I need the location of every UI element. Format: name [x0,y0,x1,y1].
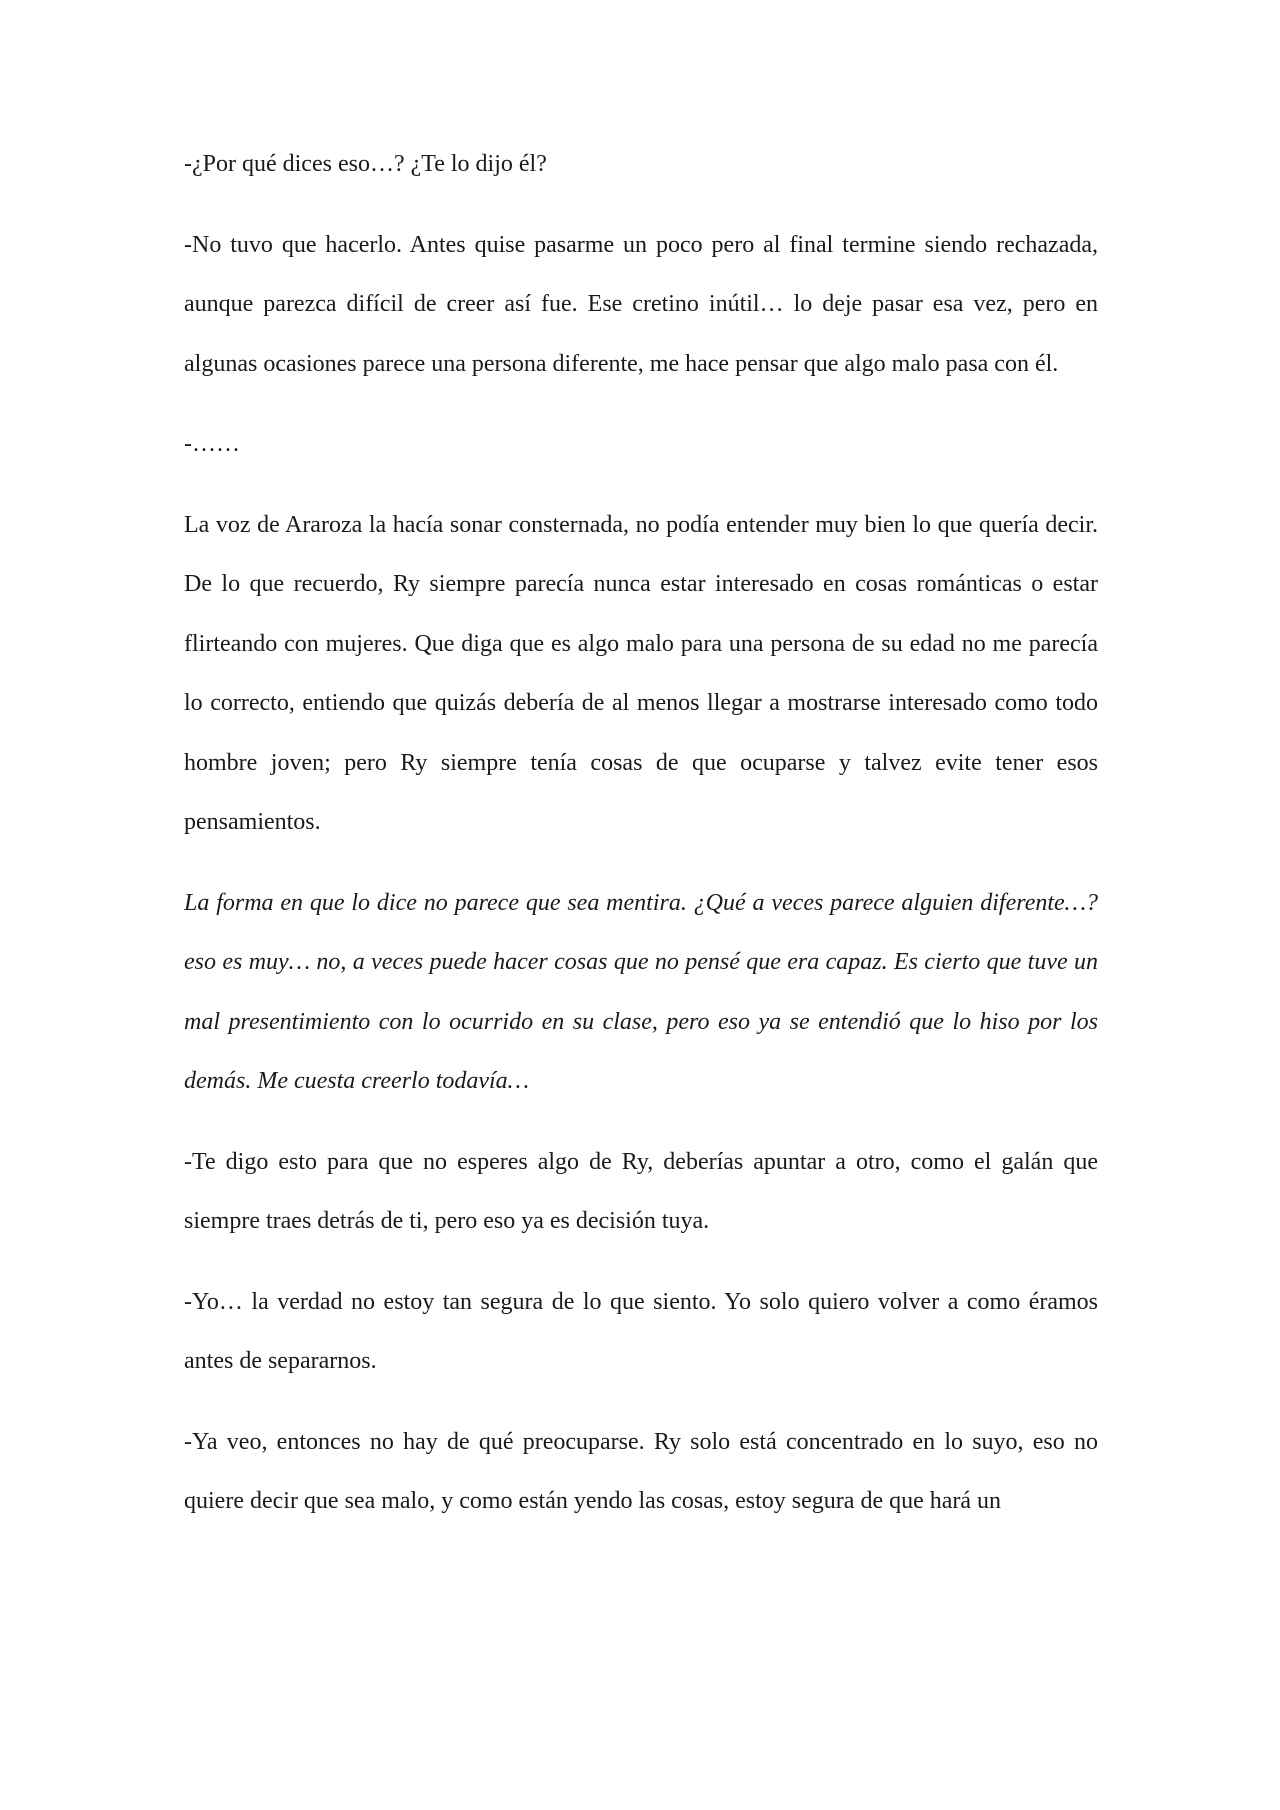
paragraph-2: -No tuvo que hacerlo. Antes quise pasarme un poco pero al final termine siendo rechazada, aunque parezca difícil de creer así fue. Ese cretino inútil… lo deje pasar esa vez, pero en algunas ocasiones parece una persona diferente, me hace pensar que algo malo pasa con él. [184,231,1098,377]
paragraph-7: -Yo… la verdad no estoy tan segura de lo que siento. Yo solo quiero volver a como éramos antes de separarnos. [184,1288,1098,1374]
paragraph-1: -¿Por qué dices eso…? ¿Te lo dijo él? [184,151,547,177]
paragraph-3: -…… [184,431,240,457]
paragraph-5-italic: La forma en que lo dice no parece que sea mentira. ¿Qué a veces parece alguien diferente…? eso es muy… no, a veces puede hacer cosas que no pensé que era capaz. Es cierto que tuve un mal presentimiento con lo ocurrido en su clase, pero eso ya se entendió que lo hiso por los demás. Me cuesta creerlo todavía… [184,889,1098,1094]
paragraph-8: -Ya veo, entonces no hay de qué preocuparse. Ry solo está concentrado en lo suyo, eso no quiere decir que sea malo, y como están yendo las cosas, estoy segura de que hará un [184,1428,1098,1514]
paragraph-4: La voz de Araroza la hacía sonar consternada, no podía entender muy bien lo que quería decir. De lo que recuerdo, Ry siempre parecía nunca estar interesado en cosas románticas o estar flirteando con mujeres. Que diga que es algo malo para una persona de su edad no me parecía lo correcto, entiendo que quizás debería de al menos llegar a mostrarse interesado como todo hombre joven; pero Ry siempre tenía cosas de que ocuparse y talvez evite tener esos pensamientos. [184,511,1098,835]
paragraph-6: -Te digo esto para que no esperes algo de Ry, deberías apuntar a otro, como el galán que siempre traes detrás de ti, pero eso ya es decisión tuya. [184,1148,1098,1234]
document-body [184,135,1098,1532]
